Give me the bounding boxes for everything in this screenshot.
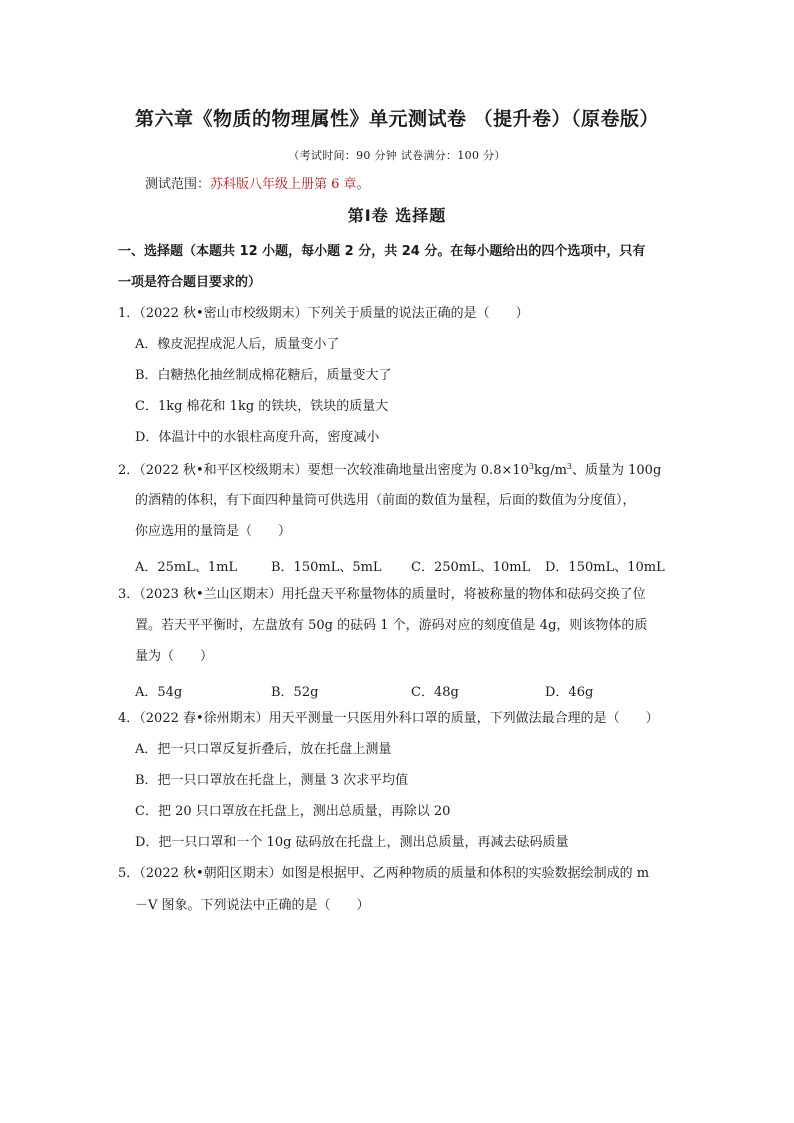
exam-time-info: （考试时间：90 分钟 试卷满分：100 分） bbox=[288, 149, 506, 162]
question-4-option-a: A．把一只口罩反复折叠后，放在托盘上测量 bbox=[135, 742, 392, 757]
question-2-option-a: A．25mL、1mL bbox=[135, 560, 238, 575]
question-1-stem: 1．（2022 秋•密山市校级期末）下列关于质量的说法正确的是（ ） bbox=[118, 306, 529, 321]
section-title: 第Ⅰ卷 选择题 bbox=[347, 206, 447, 225]
question-3-option-a: A．54g bbox=[135, 685, 183, 700]
question-2-option-d: D．150mL、10mL bbox=[545, 560, 665, 575]
exponent-2: 3 bbox=[566, 462, 572, 471]
question-2-stem-text: 2．（2022 秋•和平区校级期末）要想一次较准确地量出密度为 0.8×10 bbox=[118, 463, 529, 478]
question-2-option-c: C．250mL、10mL bbox=[411, 560, 531, 575]
question-2-stem-line2: 的酒精的体积，有下面四种量筒可供选用（前面的数值为量程，后面的数值为分度值）， bbox=[135, 493, 636, 508]
question-4-option-d: D．把一只口罩和一个 10g 砝码放在托盘上，测出总质量，再减去砝码质量 bbox=[135, 835, 569, 850]
scope-label: 测试范围： bbox=[145, 177, 211, 192]
question-4-stem: 4．（2022 春•徐州期末）用天平测量一只医用外科口罩的质量，下列做法最合理的是（ ） bbox=[118, 711, 659, 726]
question-5-stem-line2: －V 图象。下列说法中正确的是（ ） bbox=[135, 898, 370, 913]
question-3-stem-line2: 置。若天平平衡时，左盘放有 50g 的砝码 1 个，游码对应的刻度值是 4g，则该物体的质 bbox=[135, 618, 648, 633]
density-unit: kg/m bbox=[534, 463, 567, 478]
question-1-option-b: B．白糖热化抽丝制成棉花糖后，质量变大了 bbox=[135, 368, 392, 383]
question-1-option-a: A．橡皮泥捏成泥人后，质量变小了 bbox=[135, 337, 340, 352]
question-3-option-c: C．48g bbox=[411, 685, 459, 700]
question-3-stem-line1: 3．（2023 秋•兰山区期末）用托盘天平称量物体的质量时，将被称量的物体和砝码交换了位 bbox=[118, 587, 646, 602]
question-4-option-c: C．把 20 只口罩放在托盘上，测出总质量，再除以 20 bbox=[135, 804, 451, 819]
part-heading-line1: 一、选择题（本题共 12 小题，每小题 2 分，共 24 分。在每小题给出的四个选项中，只有 bbox=[118, 244, 646, 259]
question-5-stem-line1: 5．（2022 秋•朝阳区期末）如图是根据甲、乙两种物质的质量和体积的实验数据绘制成的 m bbox=[118, 866, 650, 881]
exponent-1: 3 bbox=[528, 462, 534, 471]
question-2-stem-line1 bbox=[118, 463, 661, 477]
part-heading-line2: 一项是符合题目要求的） bbox=[118, 275, 262, 290]
question-1-option-d: D．体温计中的水银柱高度升高，密度减小 bbox=[135, 430, 380, 445]
question-4-option-b: B．把一只口罩放在托盘上，测量 3 次求平均值 bbox=[135, 773, 409, 788]
scope-value: 苏科版八年级上册第 6 章 bbox=[210, 177, 357, 192]
test-scope bbox=[145, 173, 370, 192]
question-2-stem-line3: 你应选用的量筒是（ ） bbox=[135, 524, 292, 539]
question-2-option-b: B．150mL、5mL bbox=[271, 560, 382, 575]
question-1-option-c: C．1kg 棉花和 1kg 的铁块，铁块的质量大 bbox=[135, 399, 389, 414]
question-2-stem-tail: 、质量为 100g bbox=[572, 463, 662, 478]
question-3-stem-line3: 量为（ ） bbox=[135, 649, 214, 664]
question-3-option-d: D．46g bbox=[545, 685, 594, 700]
question-3-option-b: B．52g bbox=[271, 685, 319, 700]
scope-end: 。 bbox=[356, 177, 370, 192]
page-title: 第六章《物质的物理属性》单元测试卷 （提升卷）（原卷版） bbox=[134, 108, 660, 130]
